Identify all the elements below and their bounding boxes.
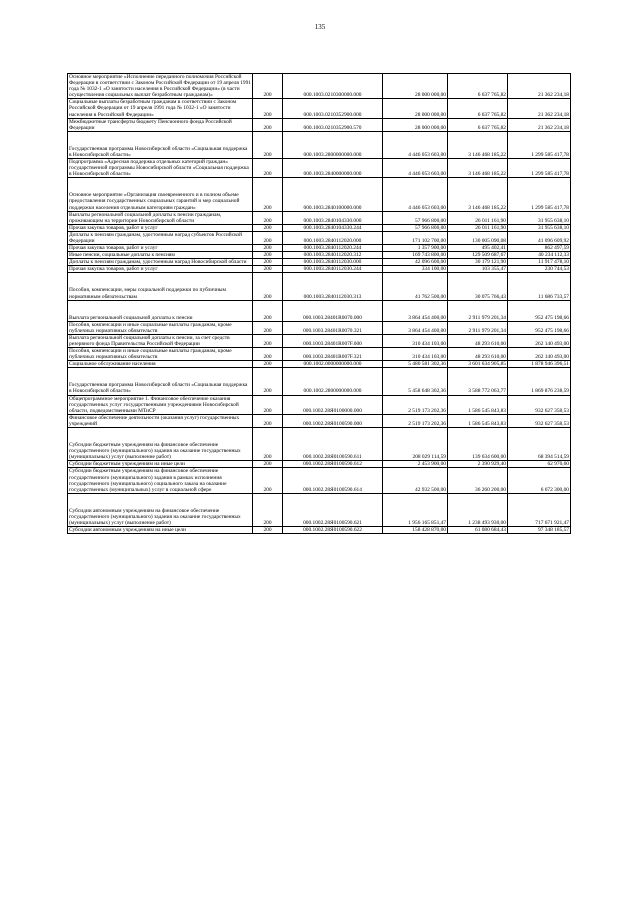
classification-code: 000.1003.28401R007F.000 bbox=[283, 334, 383, 347]
table-row bbox=[68, 259, 571, 266]
approved-amount: 1 357 900,00 bbox=[383, 245, 448, 252]
executed-amount: 130 005 090,08 bbox=[448, 231, 508, 244]
remaining-amount: 40 234 112,33 bbox=[508, 252, 571, 259]
approved-amount: 158 428 870,00 bbox=[383, 527, 448, 534]
executed-amount: 61 080 684,43 bbox=[448, 527, 508, 534]
table-row bbox=[68, 74, 571, 99]
remaining-amount: 952 475 198,66 bbox=[508, 321, 571, 334]
approved-amount: 28 000 000,00 bbox=[383, 74, 448, 99]
admin-code: 200 bbox=[253, 211, 283, 224]
classification-code: 000.1002.28Я0100590.614 bbox=[283, 468, 383, 493]
approved-amount: 3 864 454 400,00 bbox=[383, 321, 448, 334]
remaining-amount: 230 744,53 bbox=[508, 266, 571, 273]
executed-amount: 1 238 493 930,00 bbox=[448, 493, 508, 526]
admin-code: 200 bbox=[253, 118, 283, 131]
admin-code: 200 bbox=[253, 321, 283, 334]
classification-code: 000.1002.0000000000.000 bbox=[283, 361, 383, 368]
remaining-amount: 97 348 185,57 bbox=[508, 527, 571, 534]
admin-code: 200 bbox=[253, 259, 283, 266]
remaining-amount: 6 672 300,00 bbox=[508, 468, 571, 493]
budget-item-name: Основное мероприятие «Организация своевременного и в полном объеме предоставления государственных социальных гарантий и мер социальной поддержки населения отдельным категориям граждан» bbox=[68, 178, 253, 211]
classification-code: 000.1003.28401R0070.000 bbox=[283, 300, 383, 321]
approved-amount: 28 000 000,00 bbox=[383, 118, 448, 131]
table-row bbox=[68, 414, 571, 427]
admin-code: 200 bbox=[253, 224, 283, 231]
budget-item-name: Субсидии бюджетным учреждениям на финансовое обеспечение государственного (муниципального) задания в рамках исполнения государственного (муниципального) социального заказа на оказание государственных (муниципальных) услуг в социальной сфере bbox=[68, 468, 253, 493]
approved-amount: 41 762 500,00 bbox=[383, 273, 448, 300]
classification-code: 000.1003.2840104330.000 bbox=[283, 211, 383, 224]
table-row bbox=[68, 300, 571, 321]
executed-amount: 103 355,47 bbox=[448, 266, 508, 273]
table-row bbox=[68, 245, 571, 252]
admin-code: 200 bbox=[253, 468, 283, 493]
table-row bbox=[68, 461, 571, 468]
executed-amount: 2 390 929,40 bbox=[448, 461, 508, 468]
classification-code: 000.1003.0210300000.000 bbox=[283, 74, 383, 99]
approved-amount: 4 446 053 603,00 bbox=[383, 159, 448, 178]
approved-amount: 28 000 000,00 bbox=[383, 99, 448, 118]
executed-amount: 6 637 765,82 bbox=[448, 118, 508, 131]
executed-amount: 36 260 200,00 bbox=[448, 468, 508, 493]
table-body bbox=[68, 74, 571, 534]
budget-item-name: Выплата региональной социальной доплаты к пенсии bbox=[68, 300, 253, 321]
budget-item-name: Субсидии бюджетным учреждениям на финансовое обеспечение государственного (муниципального) задания на оказание государственных (муниципальных) услуг (выполнение работ) bbox=[68, 428, 253, 461]
table-row bbox=[68, 252, 571, 259]
remaining-amount: 1 878 946 396,51 bbox=[508, 361, 571, 368]
budget-item-name: Субсидии бюджетным учреждениям на иные цели bbox=[68, 461, 253, 468]
approved-amount: 5 480 581 302,36 bbox=[383, 361, 448, 368]
admin-code: 200 bbox=[253, 99, 283, 118]
table-row bbox=[68, 361, 571, 368]
approved-amount: 334 100,00 bbox=[383, 266, 448, 273]
approved-amount: 4 446 053 603,00 bbox=[383, 178, 448, 211]
executed-amount: 1 586 545 843,83 bbox=[448, 414, 508, 427]
budget-item-name: Основное мероприятие «Исполнение переданного полномочия Российской Федерации в соответствии с Законом Российской Федерации от 19 апреля 1991 года № 1032-1 «О занятости населения в Российской Федерации» (в части осуществления социальных выплат безработным гражданам)» bbox=[69, 74, 251, 99]
classification-code: 000.1003.2840112030.244 bbox=[283, 266, 383, 273]
budget-item-name: Пособия, компенсации и иные социальные выплаты гражданам, кроме публичных нормативных обязательств bbox=[68, 321, 253, 334]
budget-item-name: Государственная программа Новосибирской области «Социальная поддержка в Новосибирской области» bbox=[68, 131, 253, 158]
budget-item-name: Финансовое обеспечение деятельности (оказания услуг) государственных учреждений bbox=[68, 414, 253, 427]
classification-code: 000.1003.2840112030.000 bbox=[283, 259, 383, 266]
table-row bbox=[68, 334, 571, 347]
table-row bbox=[68, 368, 571, 395]
admin-code: 200 bbox=[253, 252, 283, 259]
budget-item-name: Социальные выплаты безработным гражданам в соответствии с Законом Российской Федерации от 19 апреля 1991 года № 1032-1 «О занятости населения в Российской Федерации» bbox=[68, 99, 253, 118]
approved-amount: 310 434 103,00 bbox=[383, 348, 448, 361]
table-row bbox=[68, 321, 571, 334]
table-row bbox=[68, 211, 571, 224]
remaining-amount: 1 299 585 417,78 bbox=[508, 131, 571, 158]
approved-amount: 310 434 103,00 bbox=[383, 334, 448, 347]
classification-code: 000.1002.28Я0100590.611 bbox=[283, 428, 383, 461]
budget-item-name: Подпрограмма «Адресная поддержка отдельных категорий граждан» государственной программы Новосибирской области «Социальная поддержка в Новосибирской области» bbox=[68, 159, 253, 178]
admin-code: 200 bbox=[253, 395, 283, 414]
classification-code: 000.1003.0210352900.000 bbox=[283, 99, 383, 118]
executed-amount: 3 146 468 185,22 bbox=[448, 131, 508, 158]
budget-item-name: Социальное обслуживание населения bbox=[68, 361, 253, 368]
table-row bbox=[68, 468, 571, 493]
admin-code: 200 bbox=[253, 159, 283, 178]
classification-code: 000.1003.2840000000.000 bbox=[283, 159, 383, 178]
classification-code: 000.1003.2840100000.000 bbox=[283, 178, 383, 211]
admin-code: 200 bbox=[253, 300, 283, 321]
remaining-amount: 1 869 876 238,59 bbox=[508, 368, 571, 395]
approved-amount: 2 519 173 202,36 bbox=[383, 395, 448, 414]
executed-amount: 3 588 772 063,77 bbox=[448, 368, 508, 395]
budget-item-name: Общепрограммное мероприятие 1. Финансовое обеспечение оказания государственных услуг государственными учреждениями Новосибирской области, подведомственными МТиСР bbox=[68, 395, 253, 414]
remaining-amount: 21 362 234,18 bbox=[508, 118, 571, 131]
table-row bbox=[68, 527, 571, 534]
budget-item-name: Пособия, компенсации и иные социальные выплаты гражданам, кроме публичных нормативных обязательств bbox=[68, 348, 253, 361]
table-row bbox=[68, 266, 571, 273]
approved-amount: 3 864 454 400,00 bbox=[383, 300, 448, 321]
approved-amount: 42 096 600,00 bbox=[383, 259, 448, 266]
table-row bbox=[68, 178, 571, 211]
table-row bbox=[68, 395, 571, 414]
approved-amount: 57 966 800,00 bbox=[383, 211, 448, 224]
budget-item-name: Выплата региональной социальной доплаты к пенсии, за счет средств резервного фонда Правительства Российской Федерации bbox=[68, 334, 253, 347]
remaining-amount: 21 362 234,18 bbox=[508, 74, 571, 99]
remaining-amount: 862 497,59 bbox=[508, 245, 571, 252]
approved-amount: 5 458 648 302,36 bbox=[383, 368, 448, 395]
table-row bbox=[68, 273, 571, 300]
budget-item-name: Межбюджетные трансферты бюджету Пенсионного фонда Российской Федерации bbox=[68, 118, 253, 131]
admin-code: 200 bbox=[253, 334, 283, 347]
admin-code: 200 bbox=[253, 414, 283, 427]
table-row bbox=[68, 348, 571, 361]
executed-amount: 26 011 161,90 bbox=[448, 211, 508, 224]
classification-code: 000.1002.2800000000.000 bbox=[283, 368, 383, 395]
table-row bbox=[68, 224, 571, 231]
table-row bbox=[68, 428, 571, 461]
approved-amount: 57 966 800,00 bbox=[383, 224, 448, 231]
page-number: 135 bbox=[314, 23, 326, 31]
table-row bbox=[68, 131, 571, 158]
admin-code: 200 bbox=[253, 266, 283, 273]
budget-item-name: Доплаты к пенсиям гражданам, удостоенным наград Новосибирской области bbox=[68, 259, 253, 266]
executed-amount: 26 011 161,90 bbox=[448, 224, 508, 231]
admin-code: 200 bbox=[253, 527, 283, 534]
budget-item-name: Пособия, компенсации, меры социальной поддержки по публичным нормативным обязательствам bbox=[68, 273, 253, 300]
remaining-amount: 1 299 585 417,78 bbox=[508, 178, 571, 211]
executed-amount: 129 509 687,67 bbox=[448, 252, 508, 259]
executed-amount: 2 911 979 201,34 bbox=[448, 321, 508, 334]
approved-amount: 169 743 800,00 bbox=[383, 252, 448, 259]
admin-code: 200 bbox=[253, 131, 283, 158]
table-row bbox=[68, 99, 571, 118]
approved-amount: 171 102 700,00 bbox=[383, 231, 448, 244]
executed-amount: 30 075 766,43 bbox=[448, 273, 508, 300]
remaining-amount: 717 671 921,47 bbox=[508, 493, 571, 526]
table-row bbox=[68, 118, 571, 131]
admin-code: 200 bbox=[253, 245, 283, 252]
executed-amount: 3 146 468 185,22 bbox=[448, 159, 508, 178]
classification-code: 000.1002.28Я0100590.622 bbox=[283, 527, 383, 534]
executed-amount: 495 402,41 bbox=[448, 245, 508, 252]
admin-code: 200 bbox=[253, 361, 283, 368]
approved-amount: 1 956 165 851,47 bbox=[383, 493, 448, 526]
approved-amount: 42 932 500,00 bbox=[383, 468, 448, 493]
budget-item-name: Доплаты к пенсиям гражданам, удостоенным наград субъектов Российской Федерации bbox=[68, 231, 253, 244]
table-row bbox=[68, 231, 571, 244]
executed-amount: 1 586 545 843,83 bbox=[448, 395, 508, 414]
classification-code: 000.1002.28Я0100590.612 bbox=[283, 461, 383, 468]
classification-code: 000.1003.2840112020.000 bbox=[283, 231, 383, 244]
admin-code: 200 bbox=[253, 178, 283, 211]
classification-code: 000.1002.28Я0100590.000 bbox=[283, 414, 383, 427]
budget-item-name: Иные пенсии, социальные доплаты к пенсиям bbox=[68, 252, 253, 259]
executed-amount: 30 179 121,90 bbox=[448, 259, 508, 266]
admin-code: 200 bbox=[253, 273, 283, 300]
budget-item-name: Государственная программа Новосибирской области «Социальная поддержка в Новосибирской области» bbox=[68, 368, 253, 395]
remaining-amount: 62 970,60 bbox=[508, 461, 571, 468]
classification-code: 000.1003.2840112020.244 bbox=[283, 245, 383, 252]
classification-code: 000.1003.2840112030.313 bbox=[283, 273, 383, 300]
remaining-amount: 21 362 234,18 bbox=[508, 99, 571, 118]
classification-code: 000.1003.28401R007F.321 bbox=[283, 348, 383, 361]
admin-code: 200 bbox=[253, 231, 283, 244]
remaining-amount: 932 627 358,53 bbox=[508, 414, 571, 427]
admin-code: 200 bbox=[253, 461, 283, 468]
budget-item-name: Выплаты региональной социальной доплаты к пенсии гражданам, проживающим на территории Новосибирской области bbox=[68, 211, 253, 224]
remaining-amount: 262 140 493,00 bbox=[508, 348, 571, 361]
budget-execution-table bbox=[67, 73, 571, 534]
remaining-amount: 932 627 358,53 bbox=[508, 395, 571, 414]
approved-amount: 2 519 173 202,36 bbox=[383, 414, 448, 427]
admin-code: 200 bbox=[253, 493, 283, 526]
executed-amount: 6 637 765,82 bbox=[448, 74, 508, 99]
executed-amount: 3 146 468 185,22 bbox=[448, 178, 508, 211]
remaining-amount: 1 299 585 417,78 bbox=[508, 159, 571, 178]
budget-item-name: Субсидии автономным учреждениям на финансовое обеспечение государственного (муниципального) задания на оказание государственных (муниципальных) услуг (выполнение работ) bbox=[68, 493, 253, 526]
approved-amount: 2 453 900,00 bbox=[383, 461, 448, 468]
classification-code: 000.1002.28Я0100590.621 bbox=[283, 493, 383, 526]
admin-code: 200 bbox=[253, 74, 283, 99]
remaining-amount: 11 917 478,10 bbox=[508, 259, 571, 266]
remaining-amount: 262 140 493,00 bbox=[508, 334, 571, 347]
classification-code: 000.1003.28401R0070.321 bbox=[283, 321, 383, 334]
approved-amount: 4 446 053 603,00 bbox=[383, 131, 448, 158]
classification-code: 000.1003.2840112020.312 bbox=[283, 252, 383, 259]
admin-code: 200 bbox=[253, 368, 283, 395]
executed-amount: 6 637 765,82 bbox=[448, 99, 508, 118]
budget-item-name: Прочая закупка товаров, работ и услуг bbox=[68, 266, 253, 273]
budget-item-name: Прочая закупка товаров, работ и услуг bbox=[68, 224, 253, 231]
classification-code: 000.1003.2840104330.244 bbox=[283, 224, 383, 231]
budget-item-name: Прочая закупка товаров, работ и услуг bbox=[68, 245, 253, 252]
budget-item-name: Субсидии автономным учреждениям на иные цели bbox=[68, 527, 253, 534]
remaining-amount: 31 955 638,10 bbox=[508, 211, 571, 224]
table-row bbox=[68, 493, 571, 526]
admin-code: 200 bbox=[253, 348, 283, 361]
table-row bbox=[68, 159, 571, 178]
classification-code: 000.1003.0210352900.570 bbox=[283, 118, 383, 131]
remaining-amount: 952 475 198,66 bbox=[508, 300, 571, 321]
remaining-amount: 68 394 514,59 bbox=[508, 428, 571, 461]
classification-code: 000.1003.2800000000.000 bbox=[283, 131, 383, 158]
remaining-amount: 11 686 733,57 bbox=[508, 273, 571, 300]
executed-amount: 48 293 610,00 bbox=[448, 334, 508, 347]
executed-amount: 48 293 610,00 bbox=[448, 348, 508, 361]
executed-amount: 3 601 634 905,85 bbox=[448, 361, 508, 368]
remaining-amount: 31 955 638,10 bbox=[508, 224, 571, 231]
classification-code: 000.1002.28Я0100000.000 bbox=[283, 395, 383, 414]
executed-amount: 2 911 979 201,34 bbox=[448, 300, 508, 321]
approved-amount: 208 029 114,59 bbox=[383, 428, 448, 461]
executed-amount: 139 634 600,00 bbox=[448, 428, 508, 461]
remaining-amount: 41 096 609,92 bbox=[508, 231, 571, 244]
admin-code: 200 bbox=[253, 428, 283, 461]
